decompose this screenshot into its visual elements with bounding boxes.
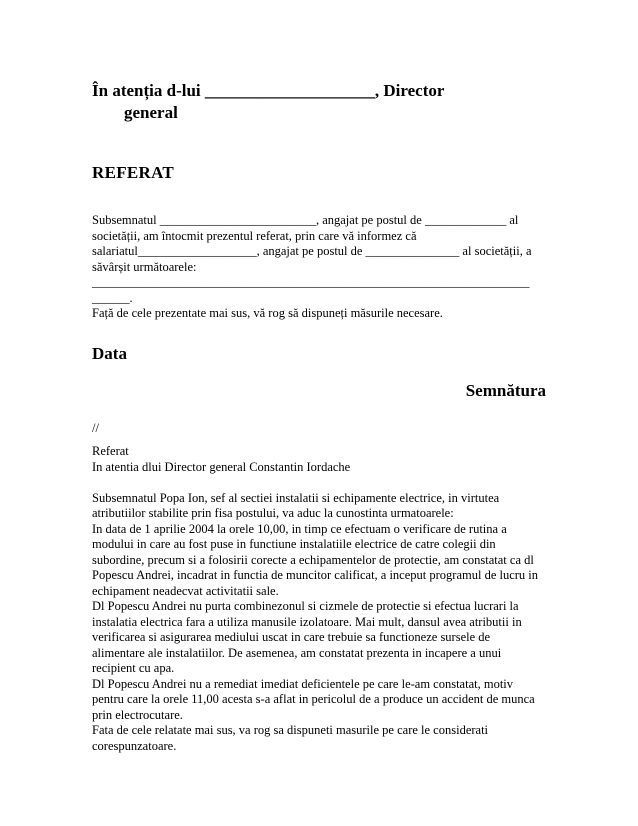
paragraph-line: săvârșit următoarele: — [92, 259, 197, 274]
paragraph-line: salariatul___________________, angajat pe postul de _______________ al societății, a — [92, 244, 532, 258]
example-line: In data de 1 aprilie 2004 la orele 10,00, in timp ce efectuam o verificare de rutina a — [92, 521, 507, 536]
address-line-2: general — [124, 103, 178, 122]
example-addressee: In atentia dlui Director general Constantin Iordache — [92, 459, 351, 474]
example-line: atributiilor stabilite prin fisa postului, va aduc la cunostinta urmatoarele: — [92, 506, 454, 520]
date-label: Data — [92, 344, 127, 363]
example-line: Subsemnatul Popa Ion, sef al sectiei instalatii si echipamente electrice, in virtutea — [92, 490, 500, 505]
separator: // — [92, 421, 99, 435]
example-line: verificarea si asigurarea mediului uscat in care trebuie sa functioneze sursele de — [92, 630, 491, 644]
example-line: Dl Popescu Andrei nu a remediat imediat deficientele pe care le-am constatat, motiv — [92, 676, 514, 691]
example-line: subordine, precum si a folosirii corecte a echipamentelor de protectie, am constatat ca dl — [92, 552, 534, 567]
example-line: Dl Popescu Andrei nu purta combinezonul si cizmele de protectie si efectua lucrari la — [92, 599, 519, 613]
example-line: pentru care la orele 11,00 acesta s-a aflat in pericolul de a produce un accident de munca — [92, 692, 535, 706]
signature-label: Semnătura — [465, 381, 546, 400]
address-block — [92, 80, 532, 124]
address-line-1: În atenția d-lui ____________________, Director — [92, 81, 445, 100]
example-line: corespunzatoare. — [92, 738, 177, 753]
template-paragraph — [92, 213, 552, 322]
example-line: recipient cu apa. — [92, 661, 175, 675]
example-line: prin electrocutare. — [92, 707, 183, 722]
paragraph-line: Față de cele prezentate mai sus, vă rog să dispuneți măsurile necesare. — [92, 306, 443, 320]
example-line: modului in care au fost puse in functiune instalatiile electrice de catre colegii din — [92, 537, 496, 551]
paragraph-line: Subsemnatul _________________________, angajat pe postul de _____________ al — [92, 213, 519, 227]
example-line: Fata de cele relatate mai sus, va rog sa dispuneti masurile pe care le considerati — [92, 723, 489, 737]
paragraph-line: societății, am întocmit prezentul referat, prin care vă informez că — [92, 228, 417, 243]
spacer — [92, 475, 552, 491]
example-line: alimentare ale instalatiilor. De asemenea, am constatat prezenta in incapere a unui — [92, 645, 502, 660]
example-referat — [92, 444, 552, 754]
example-line: echipament neadecvat activitatii sale. — [92, 583, 279, 598]
document-title: REFERAT — [92, 163, 175, 182]
paragraph-line: ______________________________________________________________________ — [92, 275, 530, 289]
example-line: instalatia electrica fara a utiliza manusile izolatoare. Mai mult, dansul avea atributii in — [92, 614, 522, 629]
example-line: Popescu Andrei, incadrat in functia de muncitor calificat, a inceput programul de lucru in — [92, 568, 539, 582]
example-heading: Referat — [92, 444, 129, 458]
paragraph-line: ______. — [92, 290, 133, 305]
